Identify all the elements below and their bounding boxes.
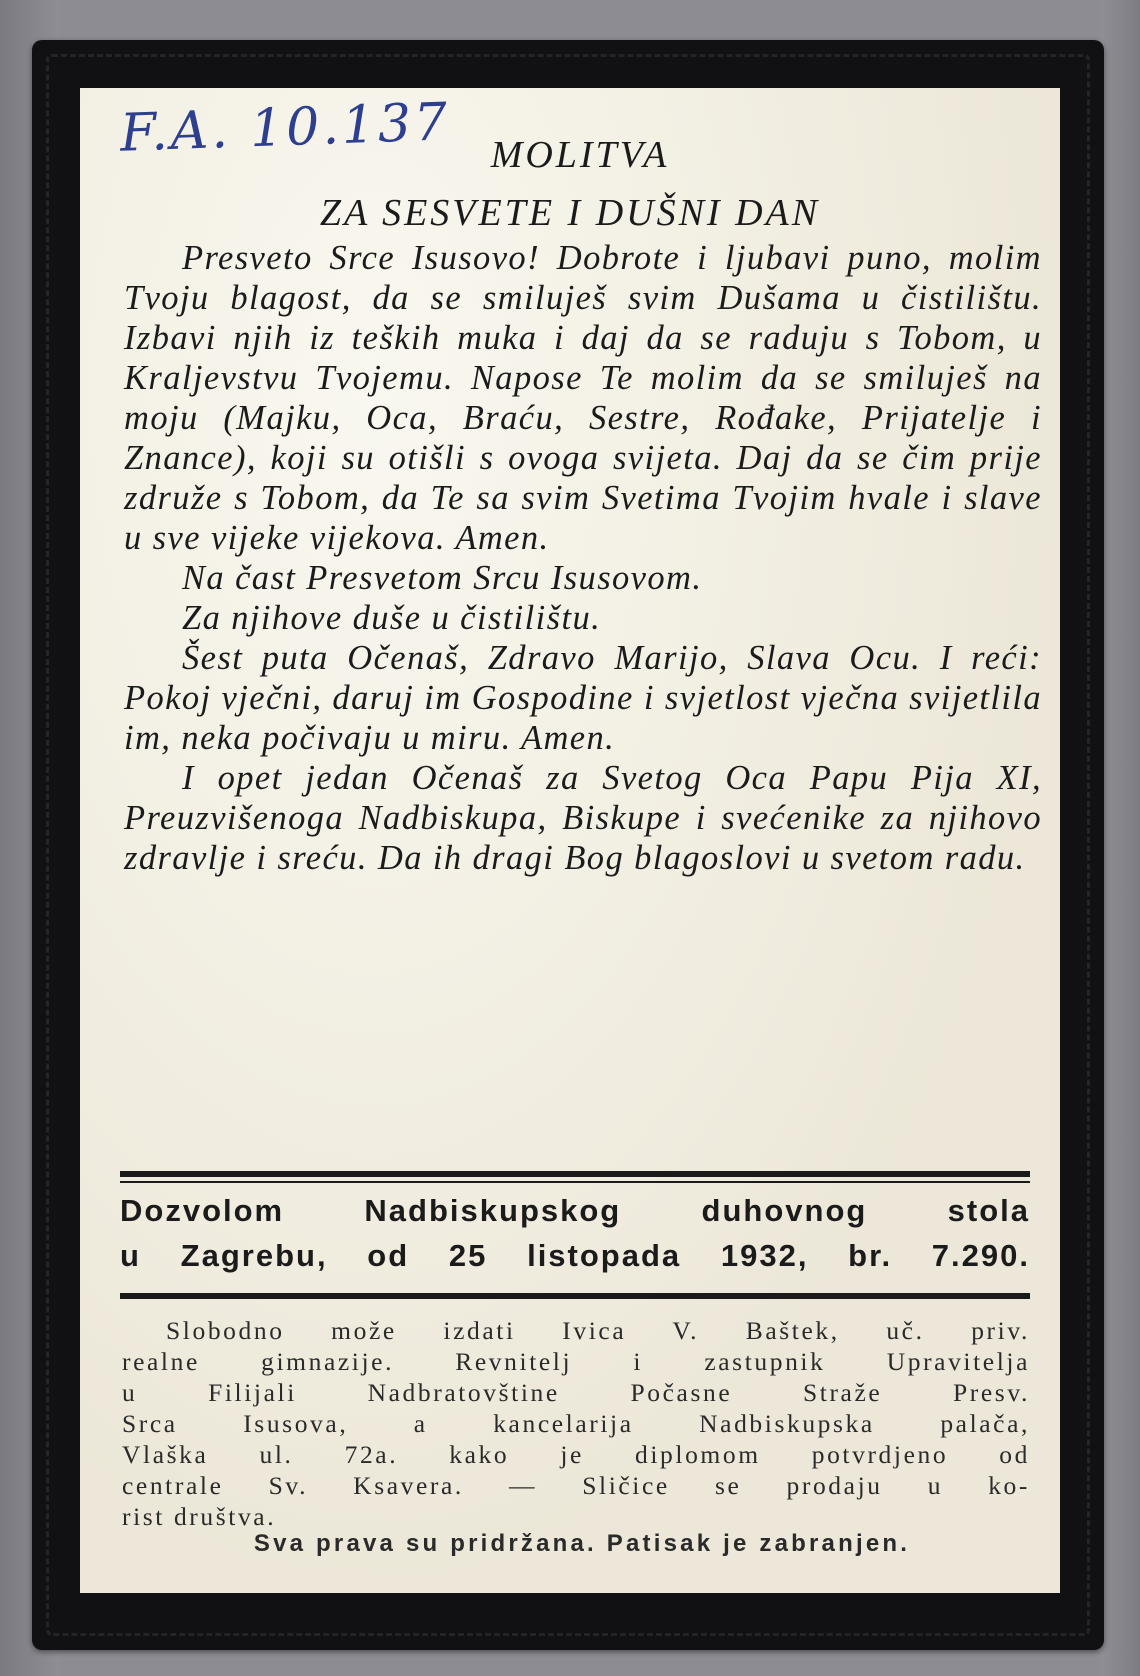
prayer-paragraph: I opet jedan Očenaš za Svetog Oca Papu Pija XI, Preuzvišenoga Nadbiskupa, Biskupe i svećenike za njihovo zdravlje i sreću. Da ih dragi Bog blagoslovi u svetom radu.: [124, 759, 1042, 877]
publisher-line: rist društva.: [122, 1502, 277, 1531]
mount-board-right: [1100, 0, 1140, 1676]
permission-line: Dozvolom Nadbiskupskog duhovnog stola: [120, 1193, 1030, 1228]
card-subtitle: ZA SESVETE I DUŠNI DAN: [319, 192, 821, 234]
publisher-line: realne gimnazije. Revnitelj i zastupnik Upravitelja: [122, 1347, 1030, 1376]
prayer-paragraph: Šest puta Očenaš, Zdravo Marijo, Slava Ocu. I reći: Pokoj vječni, daruj im Gospodine i svjetlost vječna svijetlila im, neka počivaju u miru. Amen.: [124, 639, 1042, 757]
publisher-line: Slobodno može izdati Ivica V. Baštek, uč. priv.: [166, 1316, 1030, 1345]
permission-line: u Zagrebu, od 25 listopada 1932, br. 7.290.: [120, 1238, 1030, 1273]
prayer-paragraph: Za njihove duše u čistilištu.: [182, 599, 602, 637]
divider-rule: [120, 1181, 1030, 1183]
handwritten-annotation: F.A. 10.137: [119, 92, 452, 164]
prayer-paragraph: Na čast Presvetom Srcu Isusovom.: [182, 559, 703, 597]
card-title: MOLITVA: [490, 134, 670, 176]
publisher-line: Vlaška ul. 72a. kako je diplomom potvrdjeno od: [122, 1440, 1030, 1469]
publisher-note: [122, 1315, 1030, 1532]
publisher-line: centrale Sv. Ksavera. — Sličice se prodaju u ko-: [122, 1471, 1030, 1500]
rights-notice: Sva prava su pridržana. Patisak je zabranjen.: [253, 1530, 911, 1557]
publisher-line: u Filijali Nadbratovštine Počasne Straže Presv.: [122, 1378, 1030, 1407]
prayer-text: [124, 238, 1042, 878]
divider-rule: [120, 1293, 1030, 1299]
prayer-card: [80, 88, 1060, 1593]
prayer-paragraph: Presveto Srce Isusovo! Dobrote i ljubavi puno, molim Tvoju blagost, da se smiluješ svim Dušama u čistilištu. Izbavi njih iz teških muka i daj da se raduju s Tobom, u Kraljevstvu Tvojemu. Napose Te molim da se smiluješ na moju (Majku, Oca, Braću, Sestre, Rođake, Prijatelje i Znance), koji su otišli s ovoga svijeta. Daj da se čim prije združe s Tobom, da Te sa svim Svetima Tvojim hvale i slave u sve vijeke vijekova. Amen.: [124, 239, 1042, 557]
publisher-line: Srca Isusova, a kancelarija Nadbiskupska palača,: [122, 1409, 1030, 1438]
divider-rule: [120, 1171, 1030, 1177]
